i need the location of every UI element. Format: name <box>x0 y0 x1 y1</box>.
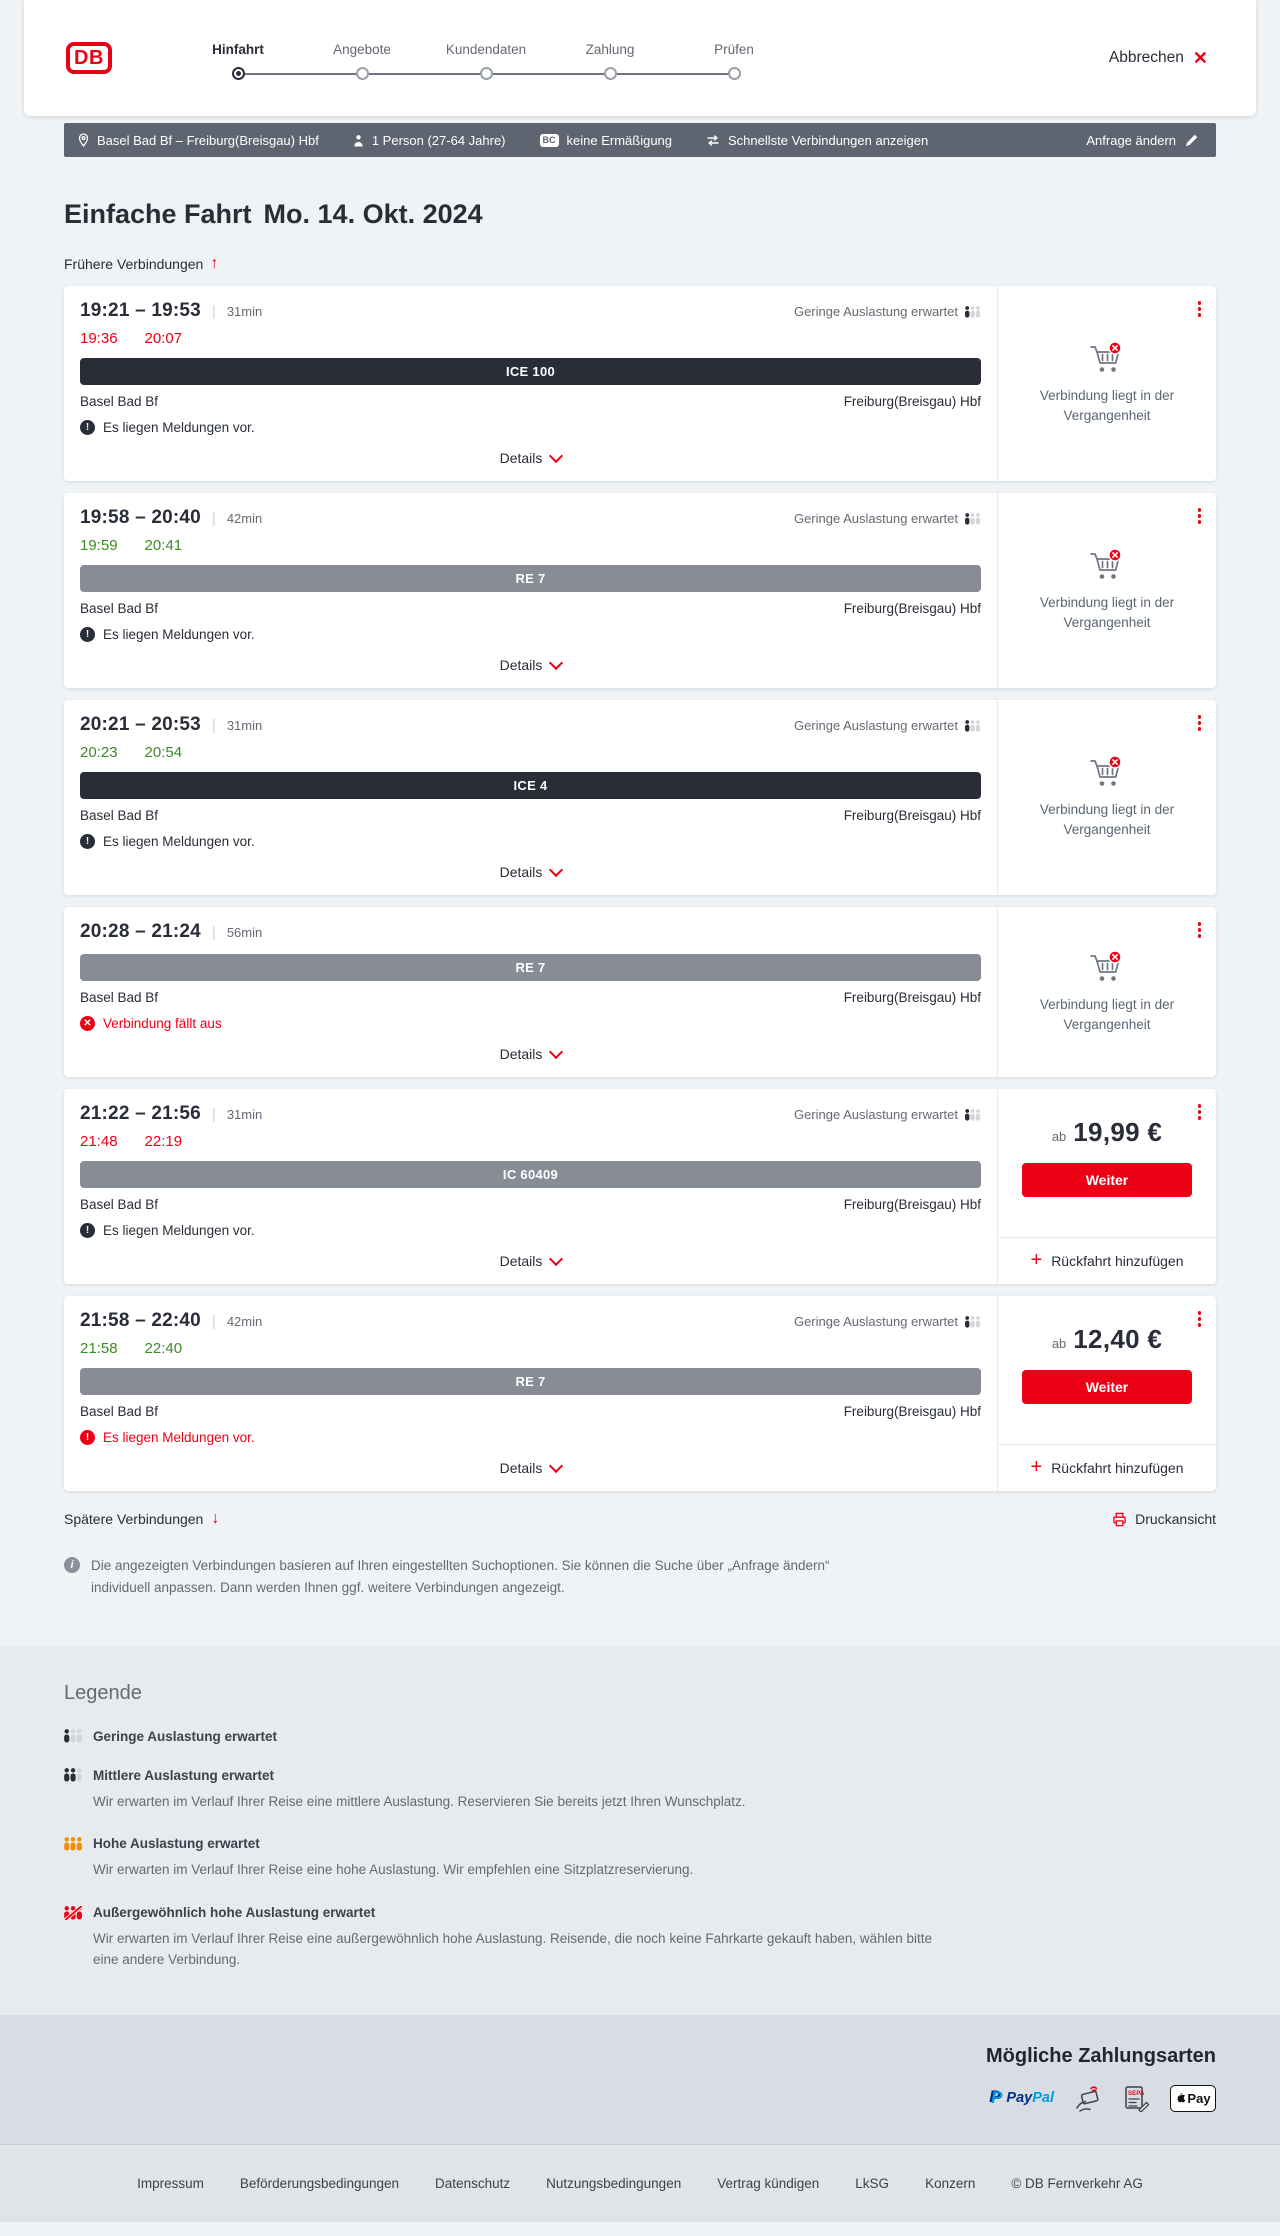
train-bar <box>80 1368 981 1395</box>
arrow-down-icon: ↓ <box>211 1510 220 1527</box>
actual-departure: 21:58 <box>80 1340 118 1357</box>
kebab-menu-button[interactable] <box>1193 296 1207 322</box>
details-label: Details <box>499 1253 543 1269</box>
legend-label: Hohe Auslastung erwartet <box>93 1836 260 1852</box>
apple-pay-icon <box>1170 2085 1216 2112</box>
printer-icon <box>1112 1512 1127 1527</box>
past-connection-text: Verbindung liegt in der Vergangenheit <box>1039 802 1175 837</box>
legend-description: Wir erwarten im Verlauf Ihrer Reise eine außergewöhnlich hohe Auslastung. Reisende, die noch keine Fahrkarte gekauft haben, wählen bitte eine andere Verbindung. <box>93 1931 932 1968</box>
legend-item-high <box>64 1836 1216 1881</box>
step-label: Hinfahrt <box>212 42 264 57</box>
train-name: RE 7 <box>515 960 546 975</box>
journey-time-range: 21:22 – 21:56 <box>80 1103 201 1124</box>
divider: | <box>211 924 216 941</box>
footer-link-konzern[interactable]: Konzern <box>925 2176 976 2192</box>
step-angebote <box>300 42 424 80</box>
progress-steps <box>176 36 796 80</box>
details-toggle[interactable] <box>80 1445 981 1487</box>
past-connection-text: Verbindung liegt in der Vergangenheit <box>1039 388 1175 423</box>
journey-duration: 56min <box>226 925 263 940</box>
apple-pay-label: Pay <box>1187 2090 1211 2106</box>
destination-station: Freiburg(Breisgau) Hbf <box>843 808 981 823</box>
train-bar <box>80 954 981 981</box>
search-options-note-text: Die angezeigten Verbindungen basieren auf Ihren eingestellten Suchoptionen. Sie können die Suche über „Anfrage ändern“ individuell anpassen. Dann werden Ihnen ggf. weitere Verbindungen angezeigt. <box>91 1558 830 1596</box>
step-kundendaten <box>424 42 548 80</box>
journey-time-range: 21:58 – 22:40 <box>80 1310 201 1331</box>
footer-link-datenschutz[interactable]: Datenschutz <box>435 2176 511 2192</box>
journey-time-range: 19:21 – 19:53 <box>80 300 201 321</box>
actual-arrival: 20:54 <box>144 744 183 761</box>
continue-button[interactable]: Weiter <box>1022 1163 1192 1197</box>
filter-chip <box>706 133 928 148</box>
list-footer-row <box>64 1511 1216 1527</box>
cart-unavailable-icon <box>1087 341 1127 375</box>
legend-title: Legende <box>64 1681 142 1704</box>
search-options-note <box>64 1555 1216 1646</box>
occupancy-low-icon <box>965 513 981 525</box>
cancel-label: Abbrechen <box>1108 49 1184 66</box>
footer-link-impressum[interactable]: Impressum <box>137 2176 204 2192</box>
chevron-down-icon <box>549 655 563 669</box>
earlier-connections-label: Frühere Verbindungen <box>64 256 204 272</box>
details-toggle[interactable] <box>80 849 981 891</box>
kebab-menu-button[interactable] <box>1193 503 1207 529</box>
actual-departure: 20:23 <box>80 744 118 761</box>
route-chip <box>78 133 319 148</box>
add-return-button[interactable] <box>998 1444 1216 1491</box>
train-bar <box>80 1161 981 1188</box>
train-bar <box>80 772 981 799</box>
step-label: Kundendaten <box>445 42 527 57</box>
svg-text:SEPA: SEPA <box>1128 2090 1145 2098</box>
journey-card-3 <box>64 700 1216 895</box>
journey-time-range: 20:21 – 20:53 <box>80 714 201 735</box>
arrow-up-icon: ↑ <box>210 255 219 272</box>
journey-side-panel <box>997 1296 1216 1491</box>
step-pruefen <box>672 42 796 80</box>
destination-station: Freiburg(Breisgau) Hbf <box>843 394 981 409</box>
past-connection-text: Verbindung liegt in der Vergangenheit <box>1039 996 1175 1032</box>
chevron-down-icon <box>549 862 563 876</box>
alert-icon: ! <box>80 834 95 849</box>
journey-main <box>64 1296 997 1491</box>
actual-arrival: 20:07 <box>144 330 183 347</box>
origin-station: Basel Bad Bf <box>80 990 159 1005</box>
change-request-label: Anfrage ändern <box>1086 132 1176 148</box>
bahncard-icon: BC <box>540 134 559 147</box>
details-label: Details <box>499 657 543 673</box>
actual-arrival: 22:40 <box>144 1340 183 1357</box>
occupancy-label: Geringe Auslastung erwartet <box>793 511 958 526</box>
chevron-down-icon <box>549 1251 563 1265</box>
continue-button[interactable]: Weiter <box>1022 1370 1192 1404</box>
message-text: Verbindung fällt aus <box>103 1016 222 1031</box>
occupancy-low-icon <box>965 306 981 318</box>
legend-description: Wir erwarten im Verlauf Ihrer Reise eine hohe Auslastung. Wir empfehlen eine Sitzplatzreservierung. <box>93 1862 694 1878</box>
occupancy-label: Geringe Auslastung erwartet <box>793 304 958 319</box>
kebab-menu-button[interactable] <box>1193 1306 1207 1332</box>
occupancy-low-icon <box>965 720 981 732</box>
journey-card-6 <box>64 1296 1216 1491</box>
occupancy-label: Geringe Auslastung erwartet <box>793 1107 958 1122</box>
cancelled-icon: ✕ <box>80 1016 95 1031</box>
kebab-menu-button[interactable] <box>1193 917 1207 943</box>
later-connections-link[interactable] <box>64 1511 219 1527</box>
price-prefix: ab <box>1051 1129 1067 1144</box>
filter-text: Schnellste Verbindungen anzeigen <box>728 132 929 148</box>
payment-icons <box>991 2084 1216 2112</box>
step-dot-icon <box>480 67 493 80</box>
occupancy-low-icon <box>965 1109 981 1121</box>
message-text: Es liegen Meldungen vor. <box>103 1430 255 1445</box>
discount-chip <box>540 133 673 148</box>
journey-main <box>64 286 997 481</box>
transfer-arrows-icon <box>706 135 720 146</box>
footer-link-lksg[interactable]: LkSG <box>855 2176 890 2192</box>
trip-date: Mo. 14. Okt. 2024 <box>263 199 483 229</box>
journey-duration: 42min <box>226 511 263 526</box>
divider: | <box>211 1106 216 1123</box>
add-return-button[interactable] <box>998 1237 1216 1284</box>
credit-card-hand-icon <box>1074 2084 1104 2112</box>
print-view-label: Druckansicht <box>1135 1511 1216 1527</box>
add-return-label: Rückfahrt hinzufügen <box>1051 1460 1184 1476</box>
step-dot-icon <box>356 67 369 80</box>
occupancy-low-icon <box>965 1316 981 1328</box>
alert-icon: ! <box>80 1223 95 1238</box>
step-label: Zahlung <box>585 42 635 57</box>
origin-station: Basel Bad Bf <box>80 394 159 409</box>
train-name: IC 60409 <box>502 1167 559 1182</box>
step-dot-active-icon <box>232 67 245 80</box>
footer-link-nutzungsbedingungen[interactable]: Nutzungsbedingungen <box>546 2176 682 2192</box>
destination-station: Freiburg(Breisgau) Hbf <box>843 990 981 1005</box>
plus-icon: + <box>1030 1249 1043 1271</box>
actual-arrival: 20:41 <box>144 537 183 554</box>
db-logo: DB <box>66 42 112 74</box>
footer-link-vertrag-kuendigen[interactable]: Vertrag kündigen <box>717 2176 820 2192</box>
actual-departure: 19:59 <box>80 537 118 554</box>
occupancy-label: Geringe Auslastung erwartet <box>793 718 958 733</box>
origin-station: Basel Bad Bf <box>80 601 159 616</box>
info-icon: i <box>64 1557 80 1573</box>
chevron-down-icon <box>549 448 563 462</box>
results-heading <box>64 199 1216 230</box>
print-view-link[interactable] <box>1112 1511 1216 1527</box>
journey-duration: 42min <box>226 1314 263 1329</box>
price-prefix: ab <box>1051 1336 1067 1351</box>
chevron-down-icon <box>549 1044 563 1058</box>
journey-side-panel <box>997 493 1216 688</box>
journey-card-2 <box>64 493 1216 688</box>
chevron-down-icon <box>549 1458 563 1472</box>
kebab-menu-button[interactable] <box>1193 710 1207 736</box>
footer-copyright: © DB Fernverkehr AG <box>1011 2176 1143 2192</box>
legend-label: Mittlere Auslastung erwartet <box>93 1767 275 1783</box>
train-name: ICE 100 <box>505 364 556 379</box>
add-return-label: Rückfahrt hinzufügen <box>1051 1253 1184 1269</box>
journey-duration: 31min <box>226 1107 263 1122</box>
occupancy-high-icon <box>64 1837 83 1851</box>
alert-icon: ! <box>80 627 95 642</box>
past-connection-text: Verbindung liegt in der Vergangenheit <box>1039 595 1175 630</box>
paypal-wordmark: Pay <box>1006 2090 1033 2107</box>
paypal-icon <box>991 2088 1054 2108</box>
origin-station: Basel Bad Bf <box>80 1404 159 1419</box>
journey-list <box>64 286 1216 1491</box>
sepa-direct-debit-icon <box>1124 2084 1150 2112</box>
passenger-chip <box>353 133 506 148</box>
legend-item-medium <box>64 1768 1216 1813</box>
step-zahlung <box>548 42 672 80</box>
legend-description: Wir erwarten im Verlauf Ihrer Reise eine mittlere Auslastung. Reservieren Sie bereits jetzt Ihren Wunschplatz. <box>93 1793 746 1809</box>
pencil-icon <box>1185 134 1198 147</box>
journey-main <box>64 907 997 1077</box>
cancel-button[interactable] <box>1103 43 1214 73</box>
legend-item-extreme <box>64 1905 1216 1971</box>
destination-station: Freiburg(Breisgau) Hbf <box>843 1197 981 1212</box>
details-label: Details <box>499 1046 543 1062</box>
train-name: RE 7 <box>515 571 546 586</box>
train-bar <box>80 565 981 592</box>
legend-section <box>0 1646 1280 2016</box>
occupancy-medium-icon <box>64 1768 83 1782</box>
message-text: Es liegen Meldungen vor. <box>103 420 255 435</box>
journey-time-range: 19:58 – 20:40 <box>80 507 201 528</box>
journey-side-panel <box>997 700 1216 895</box>
details-toggle[interactable] <box>80 1238 981 1280</box>
message-text: Es liegen Meldungen vor. <box>103 627 255 642</box>
journey-duration: 31min <box>226 304 263 319</box>
later-connections-label: Spätere Verbindungen <box>64 1511 204 1527</box>
route-text: Basel Bad Bf – Freiburg(Breisgau) Hbf <box>97 132 319 148</box>
occupancy-extreme-icon <box>64 1906 83 1920</box>
footer-link-befoerderungsbedingungen[interactable]: Beförderungsbedingungen <box>239 2176 400 2192</box>
actual-departure: 21:48 <box>80 1133 118 1150</box>
kebab-menu-button[interactable] <box>1193 1099 1207 1125</box>
details-toggle[interactable] <box>80 1031 981 1073</box>
trip-type-title: Einfache Fahrt <box>64 199 252 229</box>
alert-icon: ! <box>80 420 95 435</box>
train-bar <box>80 358 981 385</box>
details-label: Details <box>499 864 543 880</box>
step-label: Angebote <box>333 42 391 57</box>
actual-departure: 19:36 <box>80 330 118 347</box>
payment-title: Mögliche Zahlungsarten <box>985 2045 1216 2068</box>
price-value: 12,40 € <box>1073 1324 1163 1354</box>
occupancy-low-icon <box>64 1729 83 1743</box>
divider: | <box>211 510 216 527</box>
alert-icon: ! <box>80 1430 95 1445</box>
details-toggle[interactable] <box>80 435 981 477</box>
journey-side-panel <box>997 1089 1216 1284</box>
details-toggle[interactable] <box>80 642 981 684</box>
journey-main <box>64 493 997 688</box>
journey-time-range: 20:28 – 21:24 <box>80 921 201 942</box>
step-label: Prüfen <box>714 42 754 57</box>
cart-unavailable-icon <box>1087 755 1127 789</box>
footer <box>0 2144 1280 2222</box>
details-label: Details <box>499 1460 543 1476</box>
train-name: ICE 4 <box>513 778 548 793</box>
payment-section <box>0 2015 1280 2144</box>
change-request-button[interactable] <box>1082 129 1202 152</box>
journey-side-panel <box>997 286 1216 481</box>
cart-unavailable-icon <box>1087 548 1127 582</box>
step-dot-icon <box>728 67 741 80</box>
person-icon <box>353 134 364 147</box>
divider: | <box>211 717 216 734</box>
step-dot-icon <box>604 67 617 80</box>
message-text: Es liegen Meldungen vor. <box>103 834 255 849</box>
message-text: Es liegen Meldungen vor. <box>103 1223 255 1238</box>
actual-arrival: 22:19 <box>144 1133 183 1150</box>
legend-label: Geringe Auslastung erwartet <box>93 1728 278 1744</box>
details-label: Details <box>499 450 543 466</box>
paypal-mark: P <box>991 2088 1003 2108</box>
close-icon: ✕ <box>1192 48 1208 68</box>
occupancy-label: Geringe Auslastung erwartet <box>793 1314 958 1329</box>
earlier-connections-link[interactable] <box>64 256 218 272</box>
train-name: RE 7 <box>515 1374 546 1389</box>
journey-card-1 <box>64 286 1216 481</box>
cart-unavailable-icon <box>1087 950 1127 984</box>
step-hinfahrt <box>176 42 300 80</box>
destination-station: Freiburg(Breisgau) Hbf <box>843 601 981 616</box>
journey-main <box>64 700 997 895</box>
plus-icon: + <box>1030 1456 1043 1478</box>
journey-duration: 31min <box>226 718 263 733</box>
location-pin-icon <box>78 133 89 147</box>
destination-station: Freiburg(Breisgau) Hbf <box>843 1404 981 1419</box>
divider: | <box>211 1313 216 1330</box>
legend-label: Außergewöhnlich hohe Auslastung erwartet <box>93 1905 376 1921</box>
discount-text: keine Ermäßigung <box>566 132 673 148</box>
legend-item-low <box>64 1729 1216 1744</box>
journey-main <box>64 1089 997 1284</box>
journey-card-5 <box>64 1089 1216 1284</box>
passenger-text: 1 Person (27-64 Jahre) <box>371 132 506 148</box>
paypal-wordmark-2: Pal <box>1032 2090 1054 2107</box>
journey-card-4 <box>64 907 1216 1077</box>
price-value: 19,99 € <box>1073 1117 1163 1147</box>
origin-station: Basel Bad Bf <box>80 808 159 823</box>
origin-station: Basel Bad Bf <box>80 1197 159 1212</box>
journey-side-panel <box>997 907 1216 1077</box>
divider: | <box>211 303 216 320</box>
search-summary-bar <box>64 123 1216 157</box>
header <box>24 0 1256 116</box>
